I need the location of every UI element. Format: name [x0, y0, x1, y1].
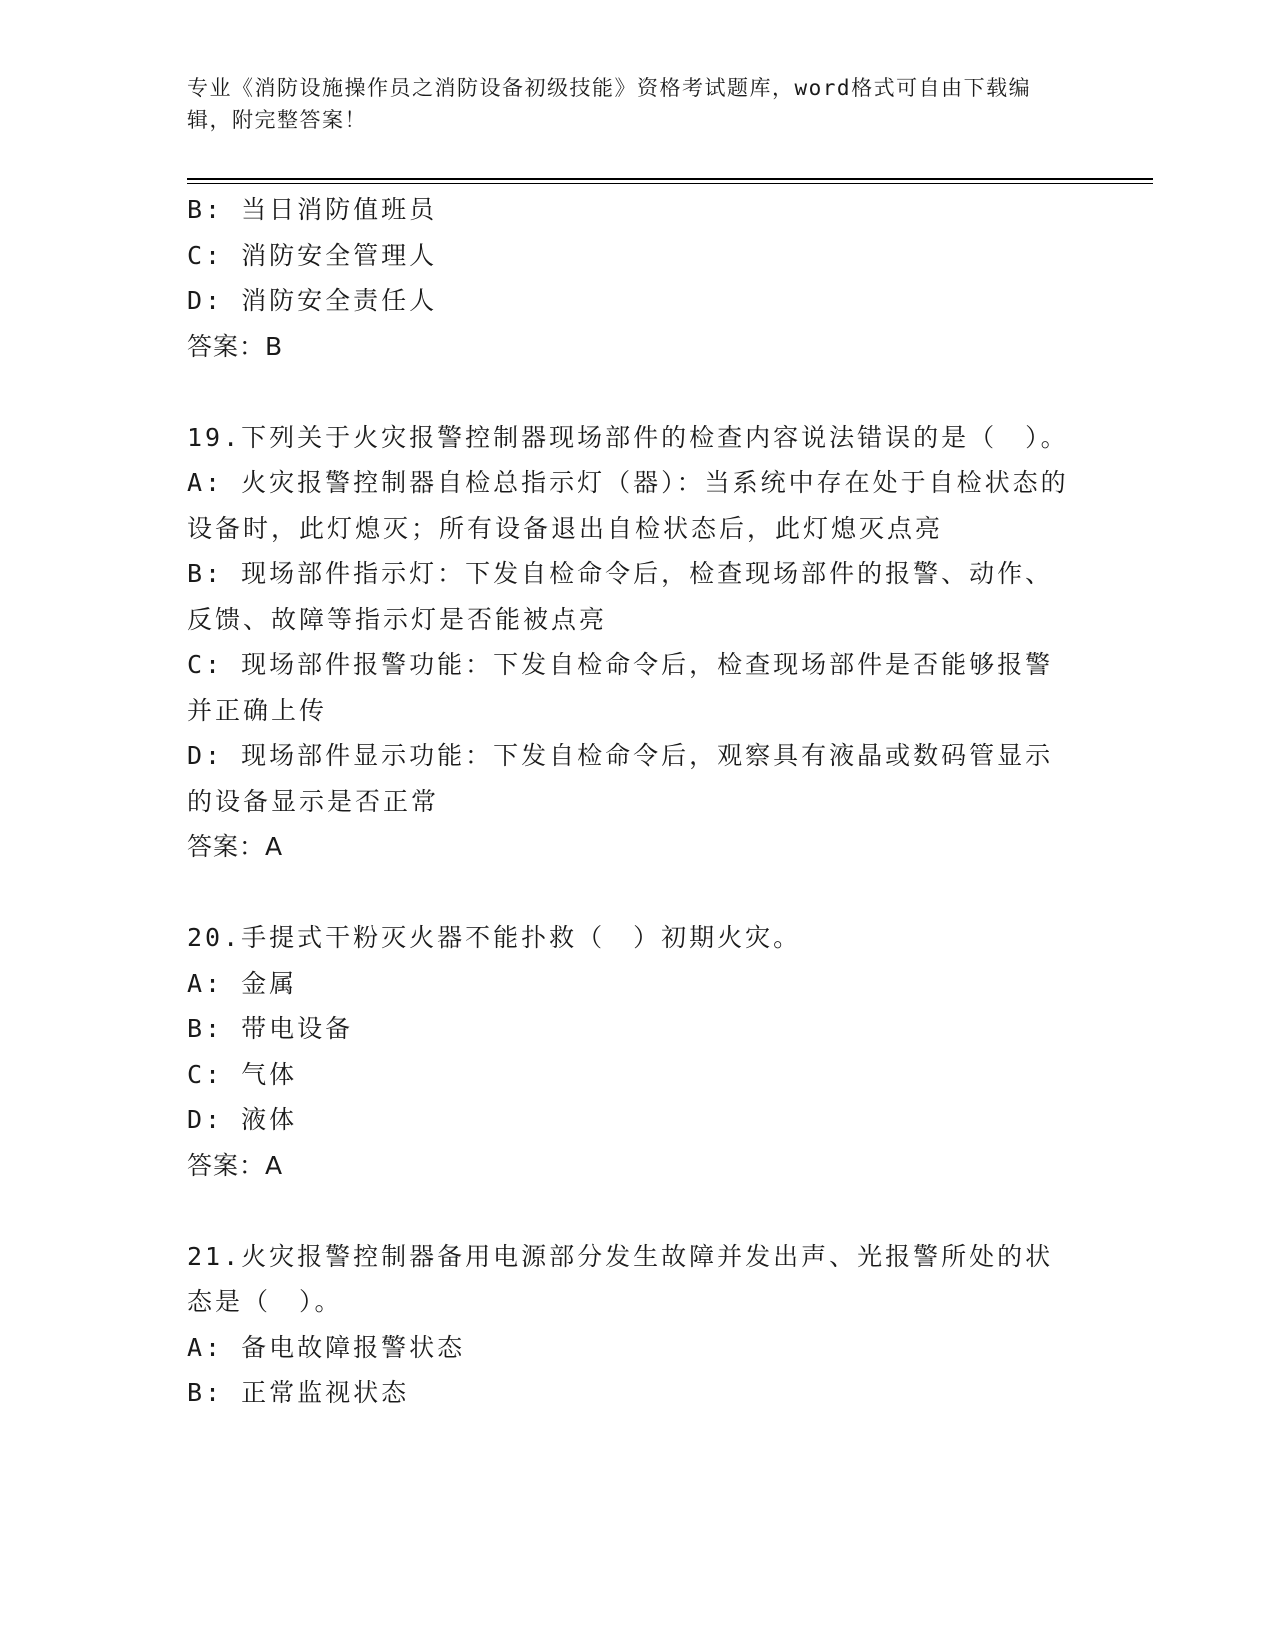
- q19-option-a: A: 火灾报警控制器自检总指示灯（器）：当系统中存在处于自检状态的设备时，此灯熄灭；所有设备退出自检状态后，此灯熄灭点亮: [187, 468, 1069, 543]
- spacer: [187, 1188, 1072, 1234]
- q20-option-b: B: 带电设备: [187, 1014, 354, 1043]
- q18-option-c: C: 消防安全管理人: [187, 240, 438, 270]
- q20-option-c: C: 气体: [187, 1059, 298, 1089]
- q20-option-d: D: 液体: [187, 1105, 298, 1134]
- question-21-block: [187, 1234, 1072, 1416]
- header-divider-thin: [187, 183, 1153, 184]
- q18-option-b: B: 当日消防值班员: [187, 195, 438, 224]
- q20-answer: 答案：A: [187, 1150, 284, 1180]
- spacer: [187, 870, 1072, 916]
- question-20-block: [187, 915, 1072, 1188]
- q19-option-b: B: 现场部件指示灯：下发自检命令后，检查现场部件的报警、动作、反馈、故障等指示灯是否能被点亮: [187, 559, 1054, 634]
- question-18-block: [187, 187, 1072, 369]
- q19-option-d: D: 现场部件显示功能：下发自检命令后，观察具有液晶或数码管显示的设备显示是否正常: [187, 741, 1054, 816]
- document-header: 专业《消防设施操作员之消防设备初级技能》资格考试题库，word格式可自由下载编辑，附完整答案！: [187, 76, 1032, 132]
- q21-option-b: B: 正常监视状态: [187, 1378, 410, 1407]
- q19-answer: 答案：A: [187, 832, 284, 861]
- header-divider-thick: [187, 178, 1153, 180]
- spacer: [187, 369, 1072, 415]
- q18-option-d: D: 消防安全责任人: [187, 286, 438, 315]
- q21-stem: 21.火灾报警控制器备用电源部分发生故障并发出声、光报警所处的状态是（ ）。: [187, 1241, 1054, 1316]
- q18-answer: 答案：B: [187, 331, 284, 361]
- question-content: [187, 187, 1072, 1416]
- q20-stem: 20.手提式干粉灭火器不能扑救（ ）初期火灾。: [187, 923, 802, 952]
- q19-option-c: C: 现场部件报警功能：下发自检命令后，检查现场部件是否能够报警并正确上传: [187, 650, 1054, 725]
- q19-stem: 19.下列关于火灾报警控制器现场部件的检查内容说法错误的是（ ）。: [187, 422, 1069, 452]
- q21-option-a: A: 备电故障报警状态: [187, 1332, 466, 1362]
- question-19-block: [187, 415, 1072, 870]
- q20-option-a: A: 金属: [187, 968, 298, 998]
